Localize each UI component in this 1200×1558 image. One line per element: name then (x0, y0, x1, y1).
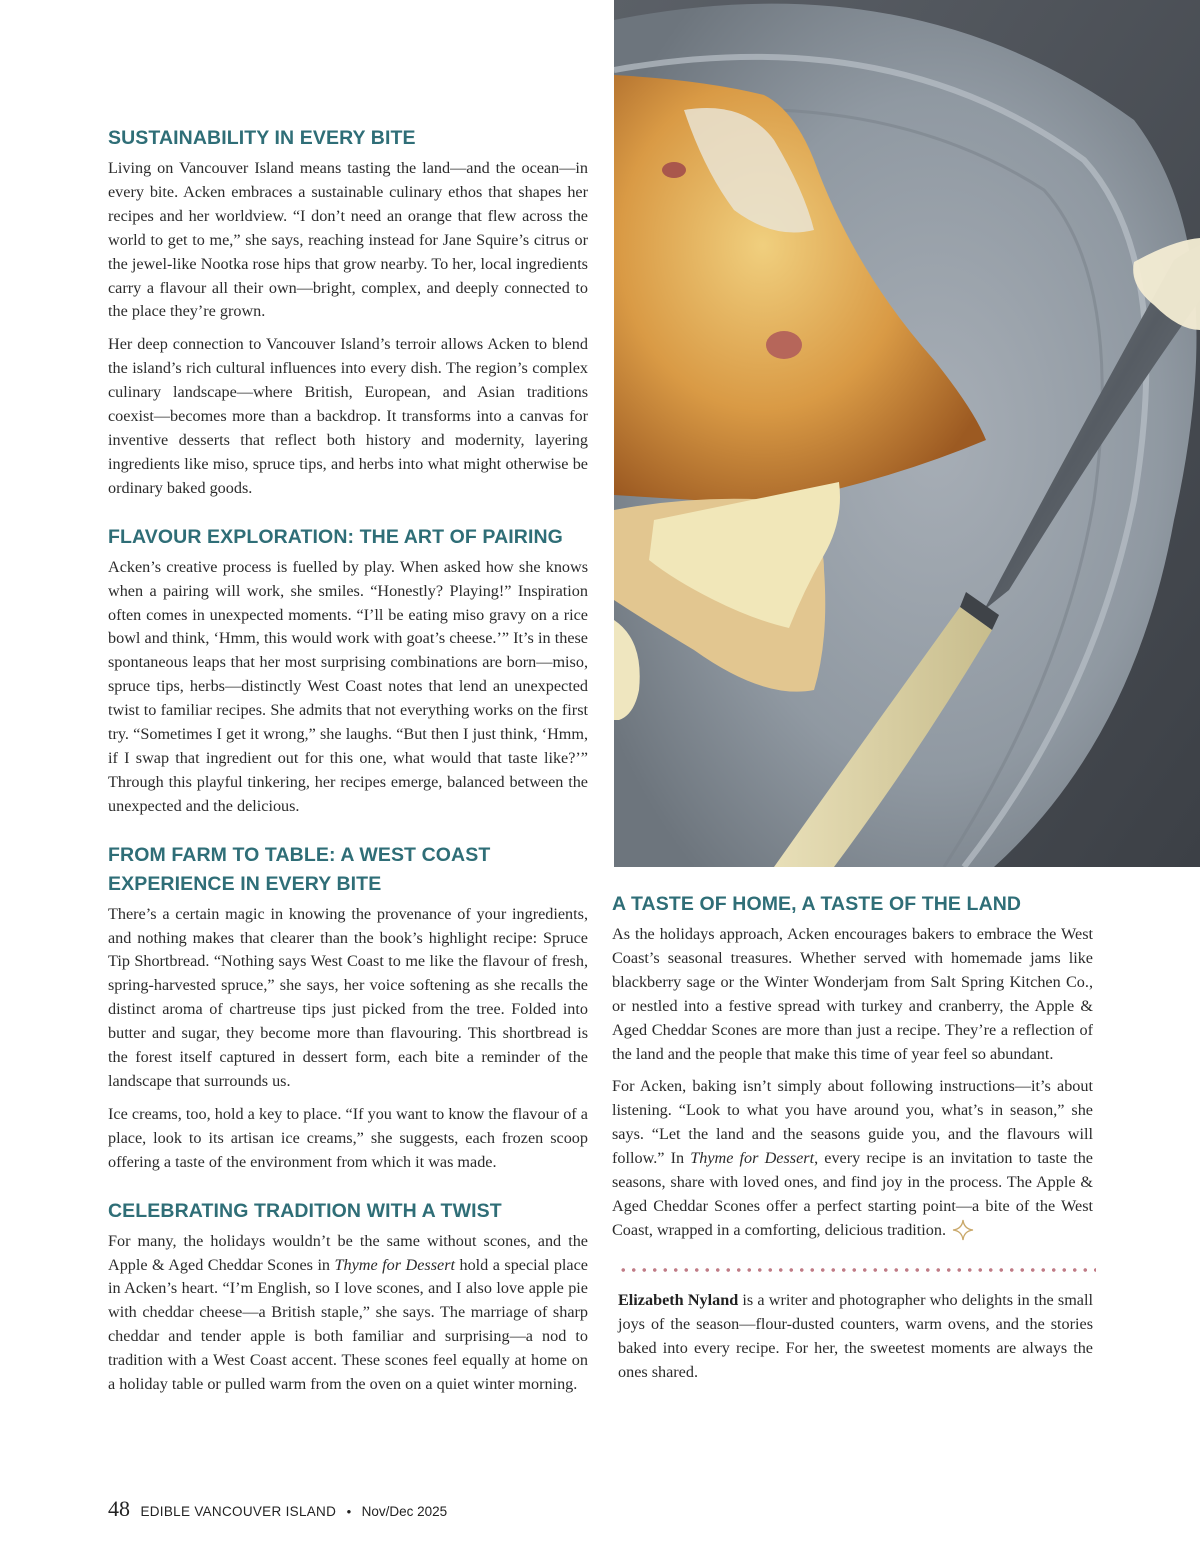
book-title: Thyme for Dessert (334, 1255, 455, 1274)
section-heading: SUSTAINABILITY IN EVERY BITE (108, 127, 416, 149)
section-taste-of-home (612, 890, 1093, 1243)
paragraph: There’s a certain magic in knowing the provenance of your ingredients, and nothing makes that clearer than the book’s highlight recipe: Spruce Tip Shortbread. “Nothing says West Coast to me like the flavour of fresh, spring-harvested spruce,” she says, her voice softening as she recalls the distinct aroma of chartreuse tips just picked from the tree. Folded into butter and sugar, they become more than flavouring. This shortbread is the forest itself captured in dessert form, each bite a reminder of the landscape that surrounds us. (108, 904, 588, 1090)
text-run: , every recipe is an invitation to taste the seasons, share with loved ones, and find joy in the process. The Apple & Aged Cheddar Scones offer a perfect starting point—a bite of the West Coast, wrapped in a comforting, delicious tradition. (612, 1149, 1093, 1239)
section-heading: A TASTE OF HOME, A TASTE OF THE LAND (612, 893, 1022, 915)
paragraph: As the holidays approach, Acken encourages bakers to embrace the West Coast’s seasonal treasures. Whether served with homemade jams like blackberry sage or the Winter Wonderjam from Salt Spring Kitchen Co., or nestled into a festive spread with turkey and cranberry, the Apple & Aged Cheddar Scones are more than just a recipe. They’re a reflection of the land and the people that make this time of year feel so abundant. (612, 925, 1093, 1063)
book-title: Thyme for Dessert (690, 1149, 815, 1168)
section-sustainability (108, 124, 588, 501)
author-name: Elizabeth Nyland (618, 1290, 739, 1309)
sparkle-icon (952, 1219, 974, 1241)
author-bio (612, 1289, 1093, 1385)
section-tradition (108, 1197, 588, 1397)
section-heading: FLAVOUR EXPLORATION: THE ART OF PAIRING (108, 525, 563, 548)
magazine-name: EDIBLE VANCOUVER ISLAND (140, 1504, 337, 1519)
section-heading: FROM FARM TO TABLE: A WEST COAST EXPERIENCE IN EVERY BITE (108, 843, 491, 895)
paragraph (108, 1230, 588, 1397)
right-column (612, 890, 1093, 1393)
page-footer (108, 1496, 447, 1526)
section-heading: CELEBRATING TRADITION WITH A TWIST (108, 1199, 502, 1222)
page-number: 48 (108, 1496, 130, 1521)
text-run: For Acken, baking isn’t simply about following instructions—it’s about listening. “Look to what you have around you, what’s in season,” she says. “Let the land and the seasons guide you, and the flavours will follow.” In (612, 1077, 1093, 1168)
paragraph: Acken’s creative process is fuelled by play. When asked how she knows when a pairing will work, she smiles. “Honestly? Playing!” Inspiration often comes in unexpected moments. “I’ll be eating miso gravy on a rice bowl and think, ‘Hmm, this would work with goat’s cheese.’” It’s in these spontaneous leaps that her most surprising combinations are born—miso, spruce tips, herbs—distinctly West Coast notes that lend an unexpected twist to familiar recipes. She admits that not everything works on the first try. “Sometimes I get it wrong,” she laughs. “But then I just think, ‘Hmm, if I swap that ingredient out for this one, what would that taste like?’” Through this playful tinkering, her recipes emerge, balanced between the unexpected and the delicious. (108, 557, 588, 815)
bio-paragraph (618, 1289, 1093, 1385)
paragraph: Ice creams, too, hold a key to place. “If you want to know the flavour of a place, look to its artisan ice creams,” she suggests, each frozen scoop offering a taste of the environment from which it was made. (108, 1104, 588, 1171)
text-run: For many, the holidays wouldn’t be the same without scones, and the Apple & Aged Cheddar Scones in (108, 1231, 588, 1274)
bio-text: is a writer and photographer who delights in the small joys of the season—flour-dusted counters, warm ovens, and the stories baked into every recipe. For her, the sweetest moments are always the ones shared. (618, 1290, 1093, 1381)
text-run: hold a special place in Acken’s heart. “I’m English, so I love scones, and I also love apple pie with cheddar cheese—a British staple,” she says. The marriage of sharp cheddar and tender apple is both familiar and surprising—a nod to tradition with a West Coast accent. These scones feel equally at home on a holiday table or pulled warm from the oven on a quiet winter morning. (108, 1255, 588, 1394)
paragraph: Her deep connection to Vancouver Island’s terroir allows Acken to blend the island’s rich cultural influences into every dish. The region’s complex culinary landscape—where British, European, and Asian traditions coexist—becomes more than a backdrop. It transforms into a canvas for inventive desserts that reflect both history and modernity, layering ingredients like miso, spruce tips, and herbs into what might otherwise be ordinary baked goods. (108, 335, 588, 497)
footer-separator: • (346, 1504, 352, 1519)
paragraph: Living on Vancouver Island means tasting the land—and the ocean—in every bite. Acken embraces a sustainable culinary ethos that shapes her recipes and her worldview. “I don’t need an orange that flew across the world to get to me,” she says, reaching instead for Jane Squire’s citrus or the jewel-like Nootka rose hips that grow nearby. To her, local ingredients carry a flavour all their own—bright, complex, and deeply connected to the place they’re grown. (108, 159, 588, 321)
paragraph (612, 1075, 1093, 1242)
section-farm-to-table (108, 841, 588, 1175)
dotted-divider (618, 1267, 1096, 1273)
section-flavour-exploration (108, 523, 588, 819)
left-column (108, 124, 588, 1406)
scone-photo (614, 0, 1200, 867)
issue-date: Nov/Dec 2025 (361, 1504, 448, 1519)
